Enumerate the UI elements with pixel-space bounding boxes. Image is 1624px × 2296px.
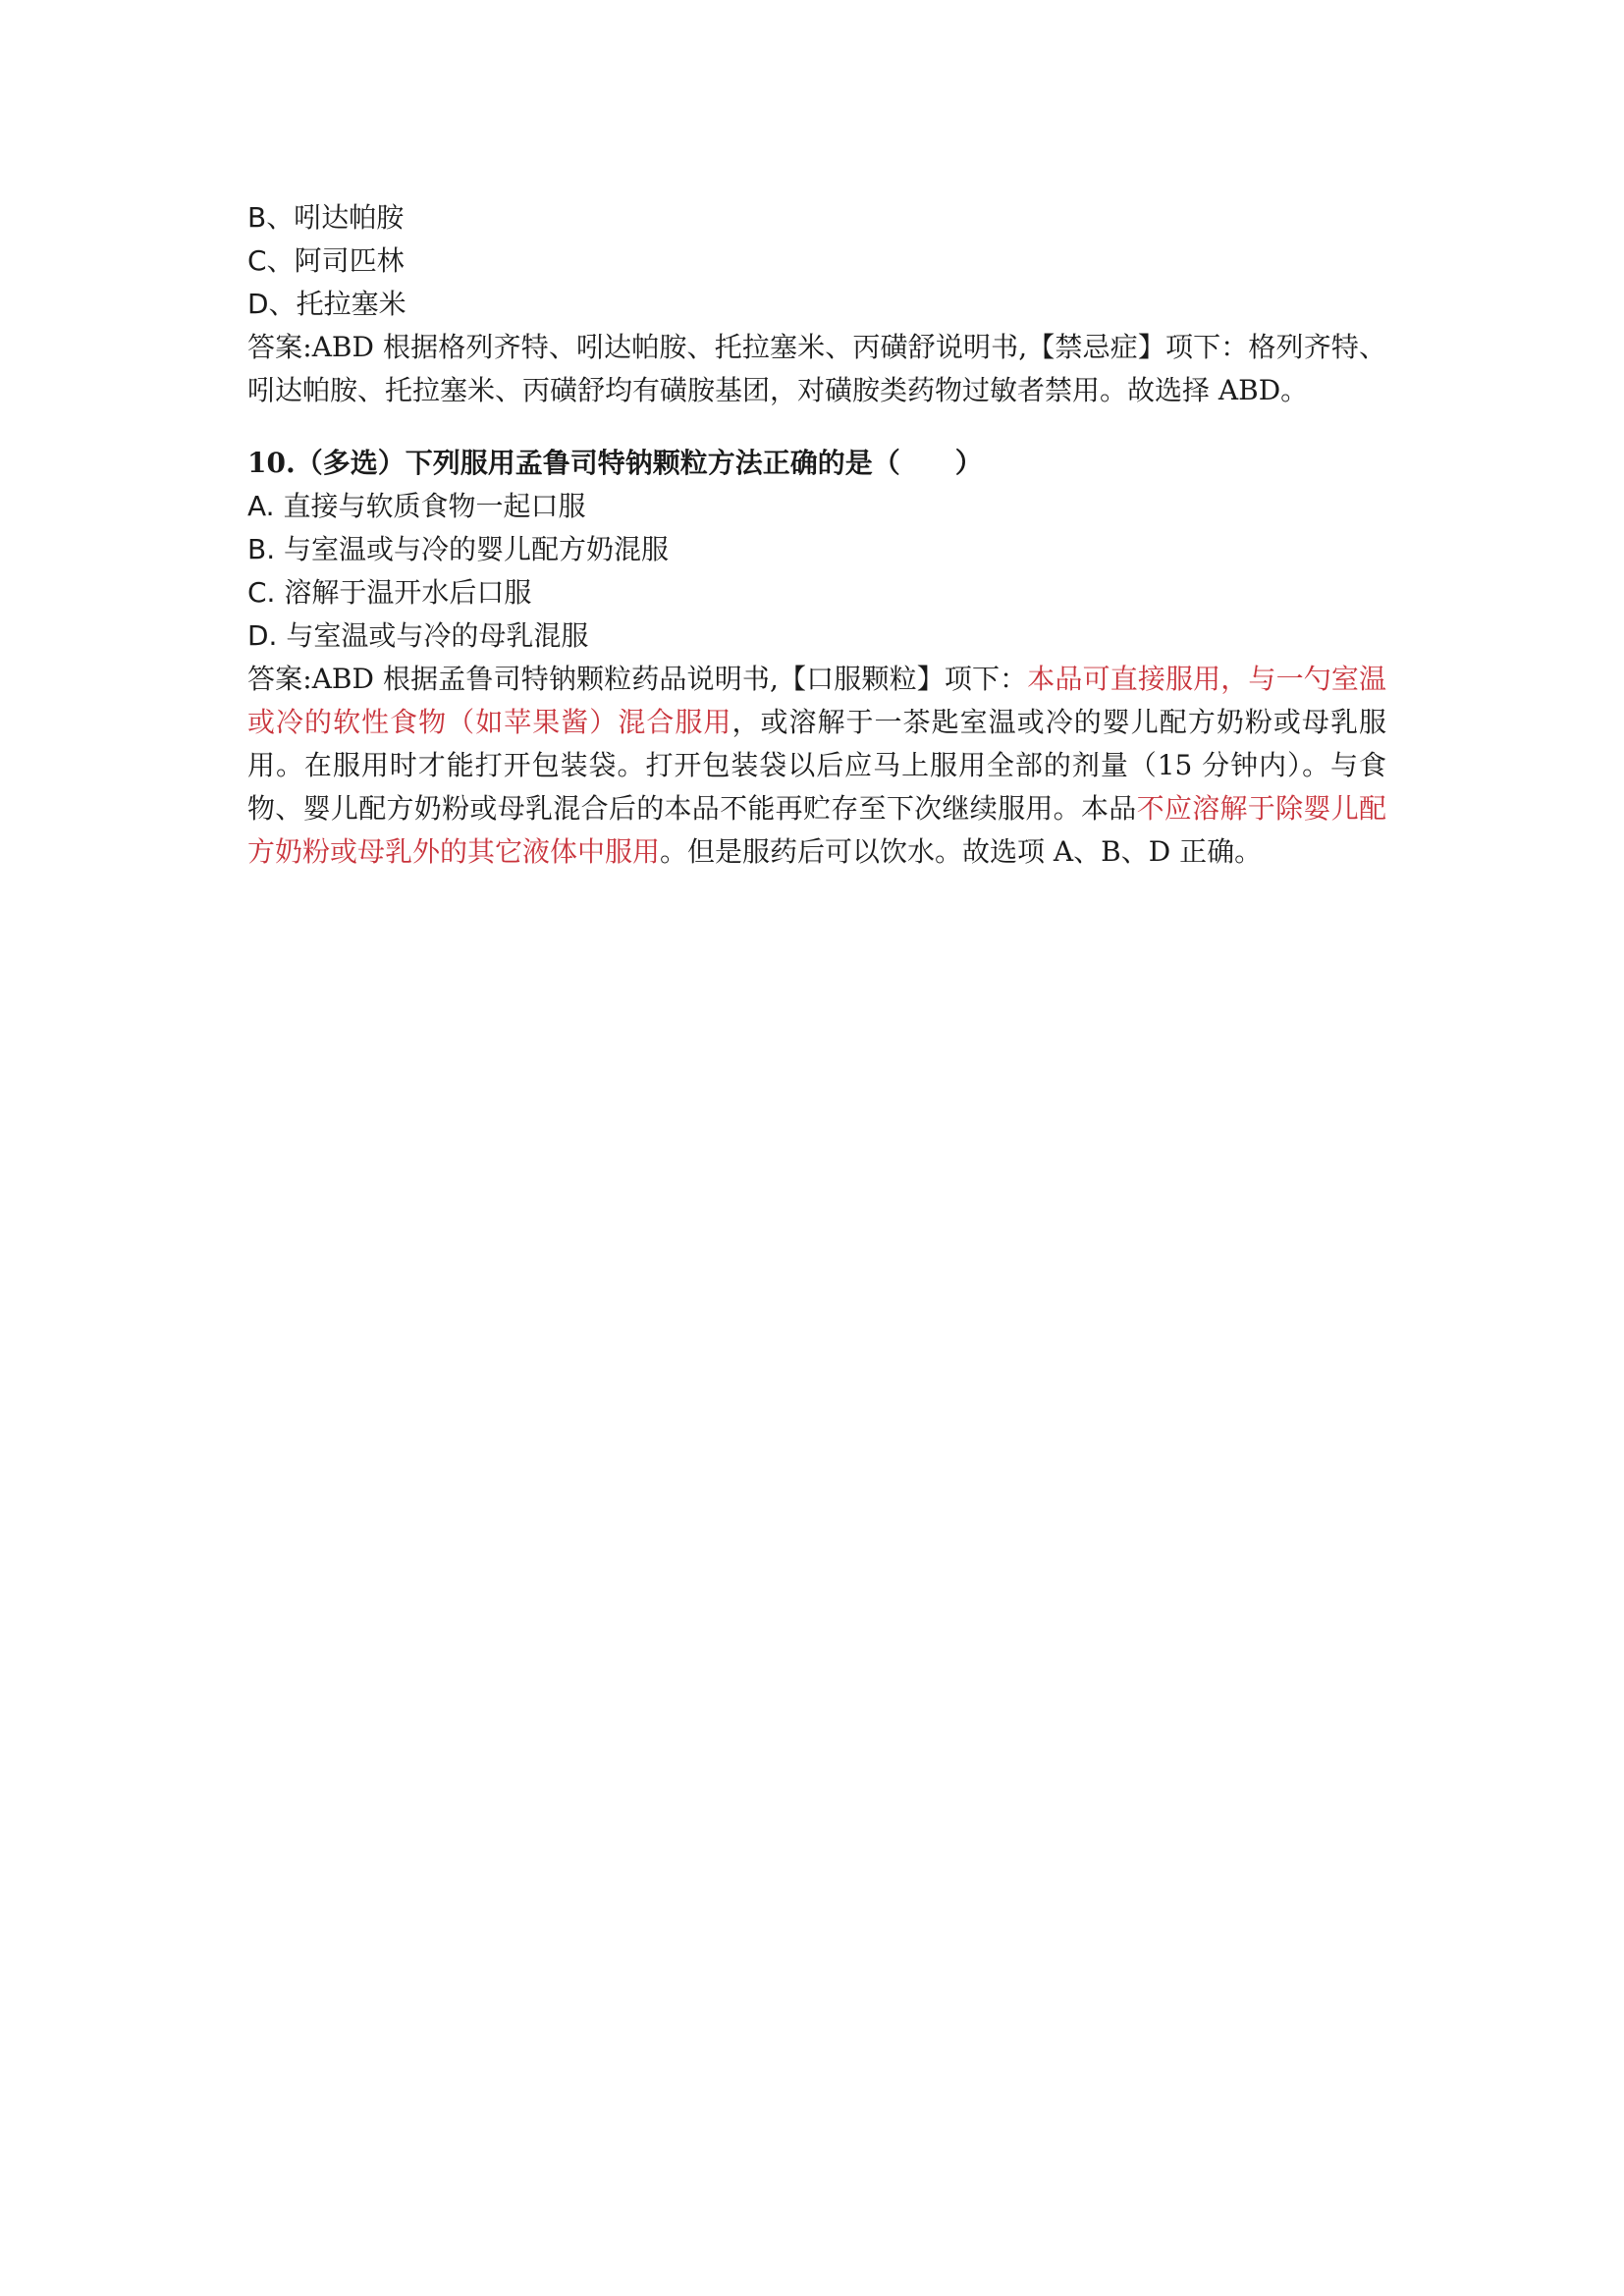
option-c: C、阿司匹林 <box>247 244 405 277</box>
document-page <box>247 196 1386 874</box>
answer-text: 。但是服药后可以饮水。故选项 A、B、D 正确。 <box>660 835 1263 868</box>
answer-text: ，或溶解于一茶匙室温或冷的婴儿配方奶粉或母乳服用。在服用时才能打开包装袋。打开包装袋以后应马上服用全部的剂量（15 分钟内）。与食物、婴儿配方奶粉或母乳混合后的本品不能再贮存至下次继续服用。本品 <box>247 706 1386 825</box>
question-9-options <box>247 196 1386 326</box>
option-b: B. 与室温或与冷的婴儿配方奶混服 <box>247 533 670 565</box>
option-d: D、托拉塞米 <box>247 288 406 320</box>
option-a: A. 直接与软质食物一起口服 <box>247 490 586 522</box>
question-10-options <box>247 485 1386 658</box>
question-10-answer <box>247 658 1386 874</box>
highlight-red-text: 不应溶解于除婴儿配方奶粉或母乳外的其它液体中服用 <box>247 792 1386 868</box>
answer-text: 答案:ABD 根据孟鲁司特钠颗粒药品说明书,【口服颗粒】项下： <box>247 663 1028 695</box>
option-c: C. 溶解于温开水后口服 <box>247 576 532 609</box>
option-d: D. 与室温或与冷的母乳混服 <box>247 619 589 652</box>
question-10-title: 10.（多选）下列服用孟鲁司特钠颗粒方法正确的是（ ） <box>247 447 983 479</box>
option-b: B、吲达帕胺 <box>247 201 405 234</box>
highlight-red-text: 本品可直接服用，与一勺室温或冷的软性食物（如苹果酱）混合服用 <box>247 663 1386 738</box>
question-9-answer: 答案:ABD 根据格列齐特、吲达帕胺、托拉塞米、丙磺舒说明书,【禁忌症】项下：格列齐特、吲达帕胺、托拉塞米、丙磺舒均有磺胺基团，对磺胺类药物过敏者禁用。故选择 ABD。 <box>247 331 1386 406</box>
